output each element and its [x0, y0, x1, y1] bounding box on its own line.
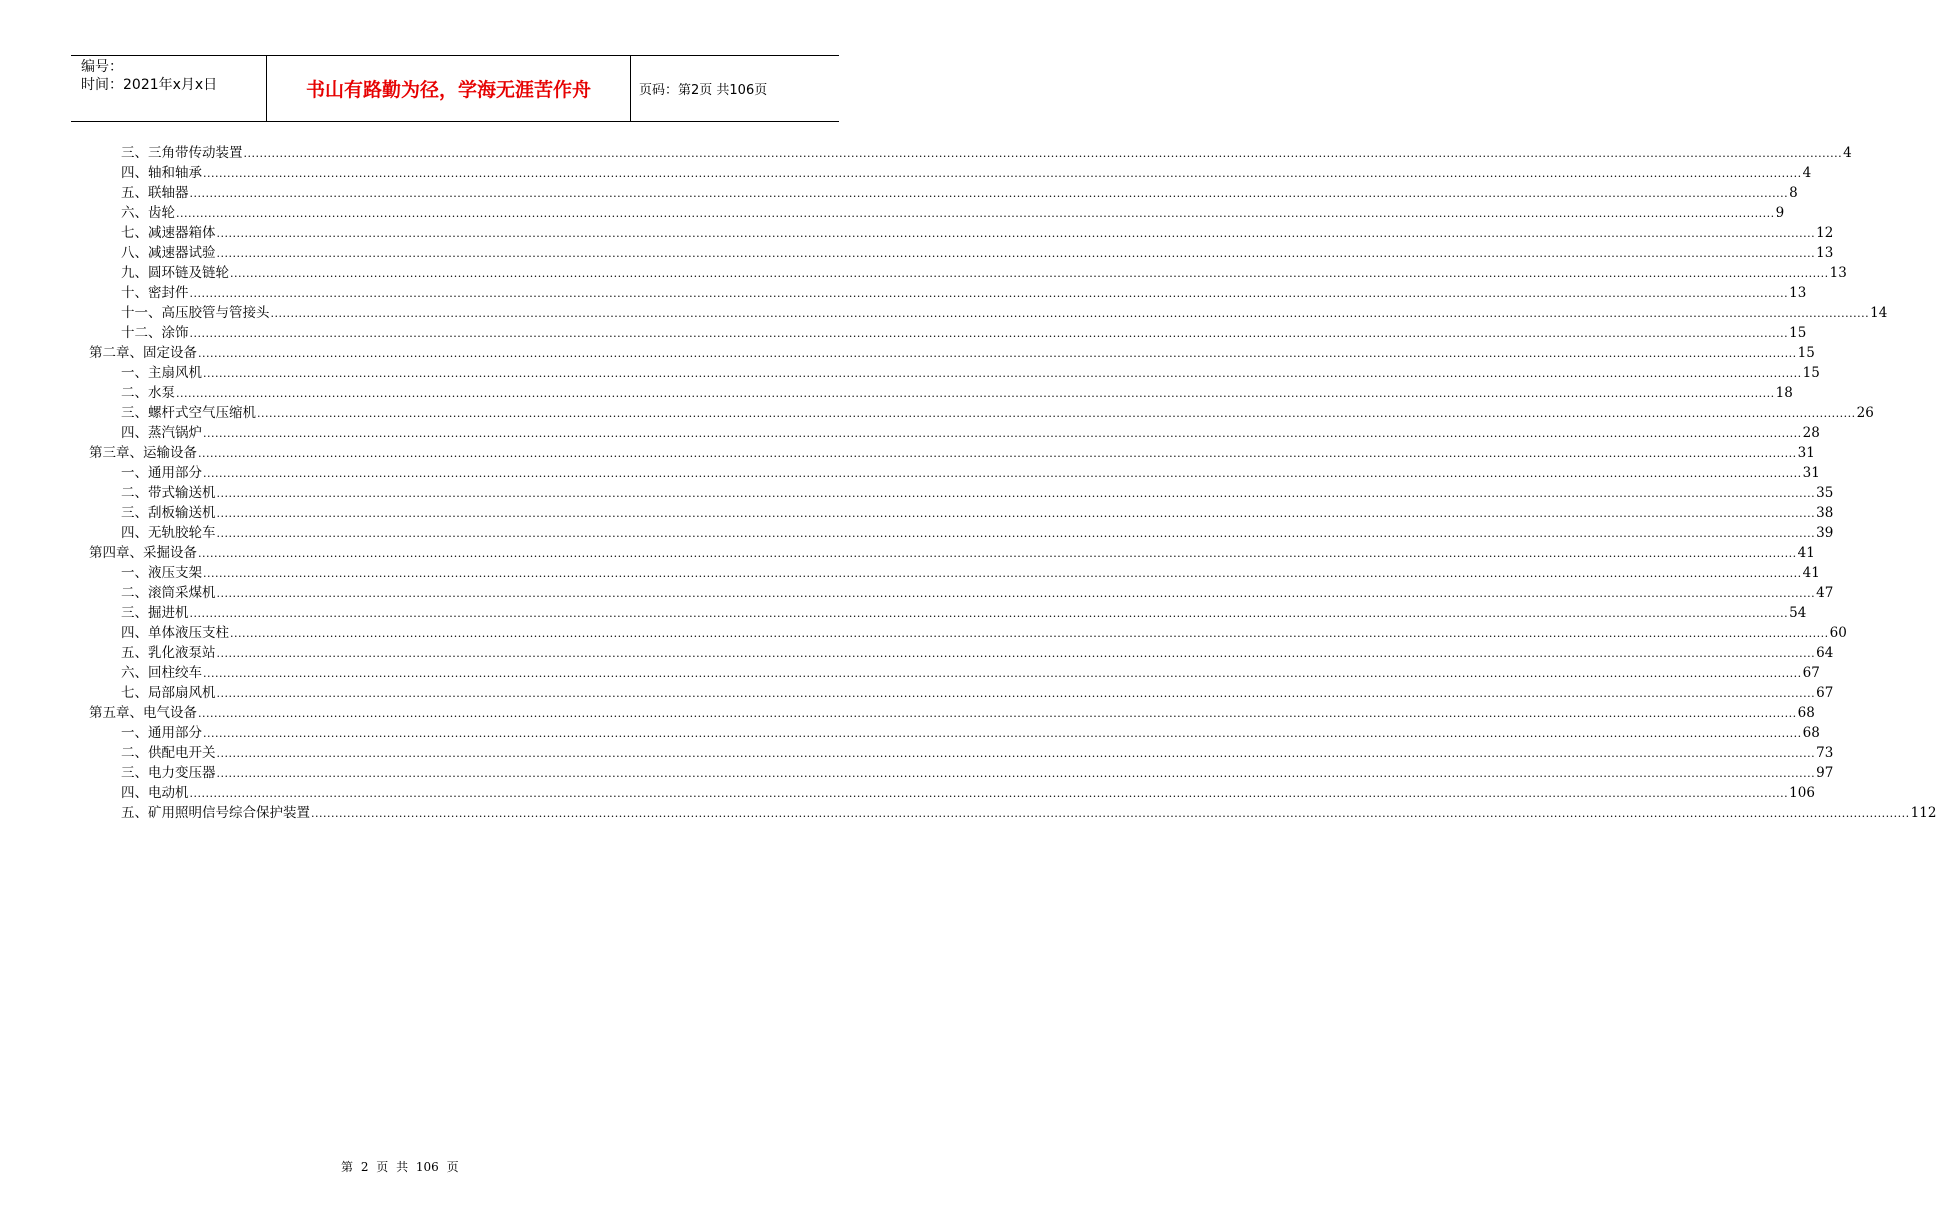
toc-dot-leader: ................................................................................................................................................................................................................................................................................................................................................................................................................ — [198, 447, 1797, 460]
toc-dot-leader: ................................................................................................................................................................................................................................................................................................................................................................................................................ — [257, 407, 1856, 420]
toc-dot-leader: ................................................................................................................................................................................................................................................................................................................................................................................................................ — [203, 167, 1802, 180]
toc-section-entry[interactable] — [89, 663, 1820, 683]
toc-entry-title: 三、掘进机 — [121, 605, 189, 621]
toc-entry-title: 第四章、采掘设备 — [89, 545, 197, 561]
toc-section-entry[interactable] — [89, 223, 1834, 243]
toc-entry-title: 五、矿用照明信号综合保护装置 — [121, 805, 310, 821]
toc-dot-leader: ................................................................................................................................................................................................................................................................................................................................................................................................................ — [216, 767, 1816, 780]
toc-entry-page-number: 106 — [1789, 785, 1815, 801]
toc-section-entry[interactable] — [89, 523, 1834, 543]
toc-entry-title: 十、密封件 — [121, 285, 189, 301]
toc-entry-page-number: 38 — [1816, 505, 1834, 521]
toc-dot-leader: ................................................................................................................................................................................................................................................................................................................................................................................................................ — [216, 247, 1816, 260]
toc-entry-page-number: 64 — [1816, 645, 1834, 661]
toc-entry-page-number: 18 — [1775, 385, 1793, 401]
toc-entry-title: 七、减速器箱体 — [121, 225, 216, 241]
toc-entry-page-number: 41 — [1802, 565, 1820, 581]
toc-section-entry[interactable] — [89, 623, 1847, 643]
toc-dot-leader: ................................................................................................................................................................................................................................................................................................................................................................................................................ — [216, 587, 1816, 600]
toc-entry-page-number: 26 — [1856, 405, 1874, 421]
toc-section-entry[interactable] — [89, 263, 1847, 283]
toc-dot-leader: ................................................................................................................................................................................................................................................................................................................................................................................................................ — [203, 667, 1802, 680]
toc-entry-title: 四、蒸汽锅炉 — [121, 425, 202, 441]
toc-section-entry[interactable] — [89, 483, 1834, 503]
toc-dot-leader: ................................................................................................................................................................................................................................................................................................................................................................................................................ — [230, 267, 1829, 280]
toc-dot-leader: ................................................................................................................................................................................................................................................................................................................................................................................................................ — [189, 327, 1789, 340]
toc-entry-title: 十二、涂饰 — [121, 325, 189, 341]
toc-dot-leader: ................................................................................................................................................................................................................................................................................................................................................................................................................ — [216, 507, 1816, 520]
toc-chapter-entry[interactable] — [89, 543, 1815, 563]
toc-entry-title: 三、三角带传动装置 — [121, 145, 243, 161]
toc-dot-leader: ................................................................................................................................................................................................................................................................................................................................................................................................................ — [189, 787, 1789, 800]
toc-entry-title: 三、刮板输送机 — [121, 505, 216, 521]
toc-dot-leader: ................................................................................................................................................................................................................................................................................................................................................................................................................ — [216, 687, 1816, 700]
toc-entry-title: 八、减速器试验 — [121, 245, 216, 261]
toc-dot-leader: ................................................................................................................................................................................................................................................................................................................................................................................................................ — [189, 607, 1789, 620]
toc-entry-page-number: 13 — [1829, 265, 1847, 281]
toc-entry-page-number: 41 — [1797, 545, 1815, 561]
toc-section-entry[interactable] — [89, 683, 1834, 703]
toc-dot-leader: ................................................................................................................................................................................................................................................................................................................................................................................................................ — [176, 387, 1775, 400]
toc-dot-leader: ................................................................................................................................................................................................................................................................................................................................................................................................................ — [198, 547, 1797, 560]
toc-entry-title: 五、乳化液泵站 — [121, 645, 216, 661]
toc-entry-page-number: 60 — [1829, 625, 1847, 641]
toc-entry-title: 五、联轴器 — [121, 185, 189, 201]
toc-entry-page-number: 12 — [1816, 225, 1834, 241]
toc-section-entry[interactable] — [89, 363, 1820, 383]
toc-entry-page-number: 67 — [1802, 665, 1820, 681]
header-motto: 书山有路勤为径，学海无涯苦作舟 — [305, 79, 591, 101]
toc-entry-title: 一、液压支架 — [121, 565, 202, 581]
toc-dot-leader: ................................................................................................................................................................................................................................................................................................................................................................................................................ — [270, 307, 1870, 320]
toc-dot-leader: ................................................................................................................................................................................................................................................................................................................................................................................................................ — [203, 727, 1802, 740]
header-motto-cell — [267, 56, 631, 121]
toc-entry-title: 六、齿轮 — [121, 205, 175, 221]
toc-entry-title: 一、通用部分 — [121, 465, 202, 481]
toc-entry-page-number: 68 — [1802, 725, 1820, 741]
toc-entry-title: 第三章、运输设备 — [89, 445, 197, 461]
header-page-info: 页码：第2页 共106页 — [639, 83, 768, 98]
toc-entry-page-number: 67 — [1816, 685, 1834, 701]
toc-dot-leader: ................................................................................................................................................................................................................................................................................................................................................................................................................ — [203, 467, 1802, 480]
toc-entry-page-number: 28 — [1802, 425, 1820, 441]
page-footer — [0, 1158, 950, 1175]
table-of-contents — [89, 143, 1936, 823]
toc-entry-title: 二、水泵 — [121, 385, 175, 401]
toc-section-entry[interactable] — [89, 423, 1820, 443]
toc-section-entry[interactable] — [89, 563, 1820, 583]
page-header — [71, 55, 839, 122]
toc-entry-title: 九、圆环链及链轮 — [121, 265, 229, 281]
toc-entry-page-number: 39 — [1816, 525, 1834, 541]
toc-entry-page-number: 8 — [1789, 185, 1798, 201]
toc-section-entry[interactable] — [89, 583, 1834, 603]
toc-entry-page-number: 15 — [1802, 365, 1820, 381]
header-meta-cell — [71, 56, 267, 121]
toc-dot-leader: ................................................................................................................................................................................................................................................................................................................................................................................................................ — [243, 147, 1843, 160]
toc-section-entry[interactable] — [89, 323, 1807, 343]
toc-entry-page-number: 54 — [1789, 605, 1807, 621]
toc-dot-leader: ................................................................................................................................................................................................................................................................................................................................................................................................................ — [203, 427, 1802, 440]
toc-section-entry[interactable] — [89, 383, 1793, 403]
toc-section-entry[interactable] — [89, 503, 1834, 523]
toc-entry-page-number: 15 — [1789, 325, 1807, 341]
header-page-cell — [631, 56, 839, 121]
toc-section-entry[interactable] — [89, 143, 1852, 163]
toc-section-entry[interactable] — [89, 723, 1820, 743]
toc-dot-leader: ................................................................................................................................................................................................................................................................................................................................................................................................................ — [311, 807, 1910, 820]
toc-entry-page-number: 31 — [1802, 465, 1820, 481]
toc-entry-title: 四、电动机 — [121, 785, 189, 801]
toc-entry-page-number: 13 — [1816, 245, 1834, 261]
toc-dot-leader: ................................................................................................................................................................................................................................................................................................................................................................................................................ — [216, 647, 1816, 660]
toc-entry-page-number: 47 — [1816, 585, 1834, 601]
toc-entry-title: 一、主扇风机 — [121, 365, 202, 381]
toc-entry-title: 二、滚筒采煤机 — [121, 585, 216, 601]
toc-section-entry[interactable] — [89, 243, 1834, 263]
toc-entry-title: 三、电力变压器 — [121, 765, 216, 781]
toc-dot-leader: ................................................................................................................................................................................................................................................................................................................................................................................................................ — [203, 367, 1802, 380]
toc-entry-page-number: 68 — [1797, 705, 1815, 721]
toc-entry-title: 二、带式输送机 — [121, 485, 216, 501]
toc-entry-title: 十一、高压胶管与管接头 — [121, 305, 270, 321]
toc-entry-title: 四、单体液压支柱 — [121, 625, 229, 641]
toc-chapter-entry[interactable] — [89, 703, 1815, 723]
toc-entry-title: 一、通用部分 — [121, 725, 202, 741]
toc-section-entry[interactable] — [89, 183, 1798, 203]
toc-entry-title: 四、轴和轴承 — [121, 165, 202, 181]
toc-entry-page-number: 9 — [1775, 205, 1785, 221]
toc-section-entry[interactable] — [89, 163, 1812, 183]
toc-entry-page-number: 14 — [1870, 305, 1888, 321]
toc-section-entry[interactable] — [89, 763, 1834, 783]
toc-dot-leader: ................................................................................................................................................................................................................................................................................................................................................................................................................ — [189, 287, 1789, 300]
toc-dot-leader: ................................................................................................................................................................................................................................................................................................................................................................................................................ — [216, 747, 1816, 760]
toc-dot-leader: ................................................................................................................................................................................................................................................................................................................................................................................................................ — [230, 627, 1829, 640]
toc-entry-page-number: 112 — [1910, 805, 1936, 821]
toc-chapter-entry[interactable] — [89, 443, 1815, 463]
footer-page-number: 第 2 页 共 106 页 — [341, 1160, 459, 1174]
document-time-label: 时间：2021年x月x日 — [81, 77, 218, 93]
toc-section-entry[interactable] — [89, 603, 1807, 623]
toc-section-entry[interactable] — [89, 743, 1834, 763]
toc-entry-title: 第五章、电气设备 — [89, 705, 197, 721]
toc-entry-title: 六、回柱绞车 — [121, 665, 202, 681]
toc-section-entry[interactable] — [89, 783, 1815, 803]
toc-entry-page-number: 73 — [1816, 745, 1834, 761]
toc-dot-leader: ................................................................................................................................................................................................................................................................................................................................................................................................................ — [216, 227, 1816, 240]
toc-section-entry[interactable] — [89, 463, 1820, 483]
toc-entry-page-number: 31 — [1797, 445, 1815, 461]
toc-entry-title: 二、供配电开关 — [121, 745, 216, 761]
toc-dot-leader: ................................................................................................................................................................................................................................................................................................................................................................................................................ — [176, 207, 1775, 220]
toc-dot-leader: ................................................................................................................................................................................................................................................................................................................................................................................................................ — [216, 487, 1816, 500]
toc-entry-page-number: 4 — [1802, 165, 1812, 181]
document-number-label: 编号： — [81, 59, 123, 75]
toc-entry-title: 七、局部扇风机 — [121, 685, 216, 701]
toc-entry-page-number: 35 — [1816, 485, 1834, 501]
toc-section-entry[interactable] — [89, 803, 1936, 823]
toc-entry-title: 第二章、固定设备 — [89, 345, 197, 361]
toc-dot-leader: ................................................................................................................................................................................................................................................................................................................................................................................................................ — [203, 567, 1802, 580]
toc-section-entry[interactable] — [89, 643, 1834, 663]
toc-entry-page-number: 13 — [1789, 285, 1807, 301]
toc-section-entry[interactable] — [89, 403, 1874, 423]
toc-chapter-entry[interactable] — [89, 343, 1815, 363]
toc-dot-leader: ................................................................................................................................................................................................................................................................................................................................................................................................................ — [198, 347, 1797, 360]
toc-entry-title: 三、螺杆式空气压缩机 — [121, 405, 256, 421]
toc-section-entry[interactable] — [89, 203, 1785, 223]
toc-section-entry[interactable] — [89, 283, 1807, 303]
toc-entry-page-number: 15 — [1797, 345, 1815, 361]
toc-entry-page-number: 4 — [1843, 145, 1852, 161]
toc-dot-leader: ................................................................................................................................................................................................................................................................................................................................................................................................................ — [216, 527, 1816, 540]
toc-section-entry[interactable] — [89, 303, 1888, 323]
toc-entry-title: 四、无轨胶轮车 — [121, 525, 216, 541]
toc-dot-leader: ................................................................................................................................................................................................................................................................................................................................................................................................................ — [198, 707, 1797, 720]
toc-entry-page-number: 97 — [1816, 765, 1834, 781]
toc-dot-leader: ................................................................................................................................................................................................................................................................................................................................................................................................................ — [189, 187, 1789, 200]
